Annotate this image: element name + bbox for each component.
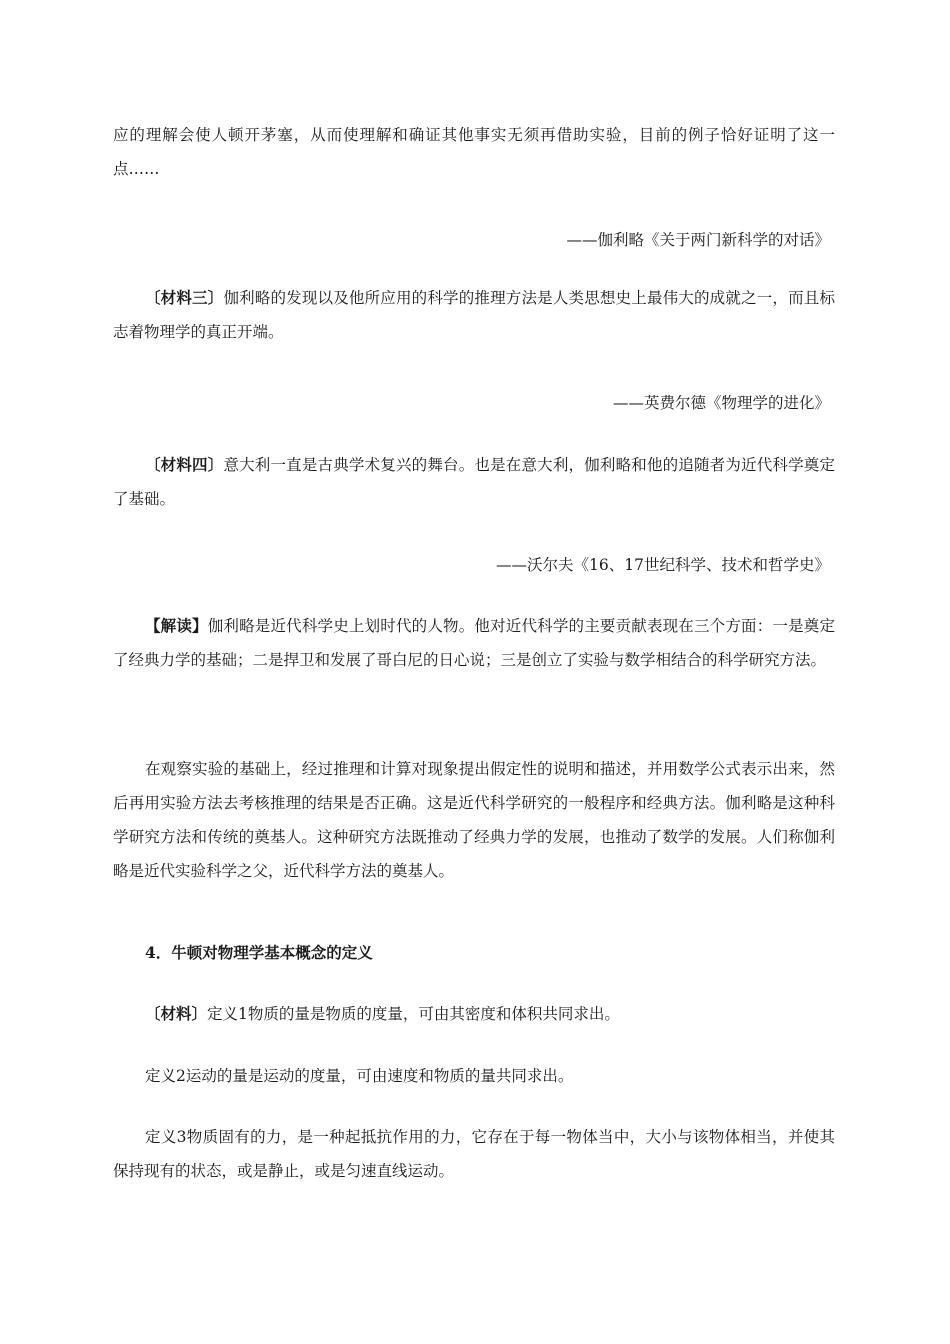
- material-three: [113, 281, 835, 349]
- material-label: 〔材料三〕: [145, 288, 224, 307]
- quote-source: ——沃尔夫《16、17世纪科学、技术和哲学史》: [496, 556, 830, 574]
- material-four: [113, 448, 835, 516]
- paragraph-text: 应的理解会使人顿开茅塞，从而使理解和确证其他事实无须再借助实验，目前的例子恰好证明了这一点……: [113, 126, 835, 178]
- method-paragraph: [113, 752, 835, 888]
- interpretation-text: 伽利略是近代科学史上划时代的人物。他对近代科学的主要贡献表现在三个方面：一是奠定了经典力学的基础；二是捍卫和发展了哥白尼的日心说；三是创立了实验与数学相结合的科学研究方法。: [113, 617, 835, 669]
- quote-source: ——英费尔德《物理学的进化》: [612, 394, 830, 412]
- newton-def2: [113, 1059, 835, 1093]
- newton-material-def1: [113, 997, 835, 1031]
- definition-text: 定义1物质的量是物质的度量，可由其密度和体积共同求出。: [207, 1005, 620, 1023]
- interpretation-label: 【解读】: [145, 616, 208, 635]
- definition-text: 定义2运动的量是运动的度量，可由速度和物质的量共同求出。: [145, 1067, 574, 1085]
- interpretation-paragraph: [113, 609, 835, 677]
- material-text: 伽利略的发现以及他所应用的科学的推理方法是人类思想史上最伟大的成就之一，而且标志着物理学的真正开端。: [113, 289, 835, 341]
- section-heading: 4．牛顿对物理学基本概念的定义: [145, 943, 373, 962]
- definition-text: 定义3物质固有的力，是一种起抵抗作用的力，它存在于每一物体当中，大小与该物体相当，并使其保持现有的状态，或是静止，或是匀速直线运动。: [113, 1128, 835, 1180]
- newton-def3: [113, 1120, 835, 1188]
- paragraph-quote-continuation: [113, 118, 835, 186]
- material-label: 〔材料〕: [145, 1004, 208, 1023]
- paragraph-text: 在观察实验的基础上，经过推理和计算对现象提出假定性的说明和描述，并用数学公式表示出来，然后再用实验方法去考核推理的结果是否正确。这是近代科学研究的一般程序和经典方法。伽利略是这种科学研究方法和传统的奠基人。这种研究方法既推动了经典力学的发展，也推动了数学的发展。人们称伽利略是近代实验科学之父，近代科学方法的奠基人。: [113, 760, 835, 880]
- material-label: 〔材料四〕: [145, 455, 224, 474]
- quote-source: ——伽利略《关于两门新科学的对话》: [566, 231, 830, 249]
- material-text: 意大利一直是古典学术复兴的舞台。也是在意大利，伽利略和他的追随者为近代科学奠定了基础。: [113, 456, 835, 508]
